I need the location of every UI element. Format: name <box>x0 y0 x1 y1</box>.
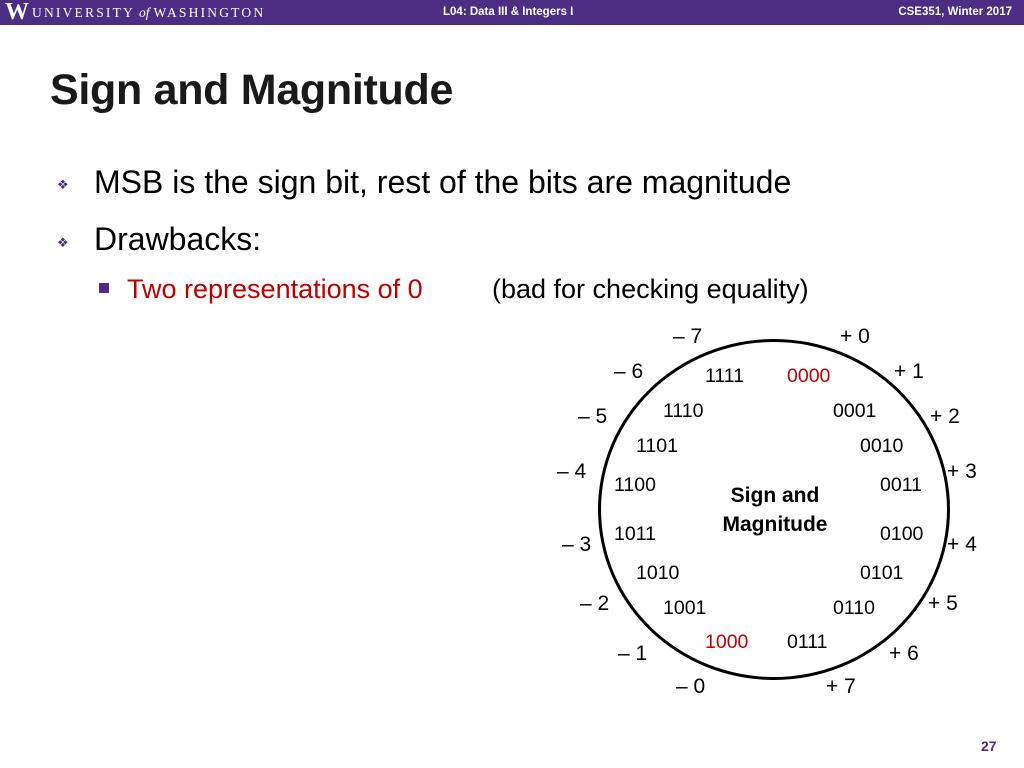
bit-code-label: 1011 <box>614 523 656 545</box>
wheel-center-line: Sign and <box>730 484 820 507</box>
value-label: + 5 <box>928 592 958 615</box>
value-label: – 2 <box>580 592 610 615</box>
value-label: + 0 <box>840 325 870 348</box>
bit-code-label: 1110 <box>663 400 704 422</box>
bullet-text: Drawbacks: <box>94 221 262 257</box>
header-bar <box>0 0 1024 25</box>
bit-code-label: 0000 <box>787 365 831 387</box>
bit-code-label: 1101 <box>636 435 678 457</box>
bit-code-label: 1000 <box>705 631 749 653</box>
bit-code-label: 0001 <box>833 400 877 422</box>
bullet-diamond-icon: ❖ <box>57 177 69 192</box>
value-label: – 3 <box>562 533 592 556</box>
bit-code-label: 0101 <box>860 562 904 584</box>
course-label: CSE351, Winter 2017 <box>898 6 1012 18</box>
value-label: + 2 <box>930 405 960 428</box>
bit-code-label: 0010 <box>860 435 904 457</box>
uw-logo-icon: W <box>5 0 29 25</box>
value-label: + 1 <box>894 360 924 383</box>
bit-code-label: 1001 <box>663 597 707 619</box>
bullet-text: MSB is the sign bit, rest of the bits are magnitude <box>94 164 792 200</box>
lecture-title: L04: Data III & Integers I <box>443 6 574 18</box>
sub-bullet-square-icon <box>99 283 109 293</box>
bullet-diamond-icon: ❖ <box>57 235 69 250</box>
slide-title: Sign and Magnitude <box>50 66 454 114</box>
wheel-center-line: Magnitude <box>722 513 828 536</box>
bit-code-label: 0110 <box>833 597 875 619</box>
wordmark-of: of <box>139 5 150 20</box>
wordmark-washington: WASHINGTON <box>153 5 266 20</box>
page-number: 27 <box>981 738 997 754</box>
value-label: + 7 <box>826 675 856 698</box>
value-label: – 5 <box>578 405 608 428</box>
sub-bullet-highlight: Two representations of 0 <box>127 274 423 304</box>
bit-code-label: 1100 <box>614 474 656 496</box>
value-label: – 4 <box>557 460 587 483</box>
value-label: – 7 <box>673 325 703 348</box>
value-label: + 3 <box>947 460 977 483</box>
bit-code-label: 1111 <box>705 365 745 387</box>
bit-code-label: 0100 <box>880 523 924 545</box>
value-label: – 6 <box>614 360 644 383</box>
bit-code-label: 0011 <box>880 474 922 496</box>
value-label: – 0 <box>676 675 706 698</box>
value-label: – 1 <box>618 642 648 665</box>
value-label: + 6 <box>889 642 919 665</box>
wordmark-university: UNIVERSITY <box>32 5 135 20</box>
wheel-center-label <box>705 481 845 539</box>
bit-code-label: 0111 <box>787 631 828 653</box>
sub-bullet-text: (bad for checking equality) <box>492 274 809 304</box>
value-label: + 4 <box>947 533 977 556</box>
bit-code-label: 1010 <box>636 562 680 584</box>
university-wordmark <box>32 0 265 25</box>
